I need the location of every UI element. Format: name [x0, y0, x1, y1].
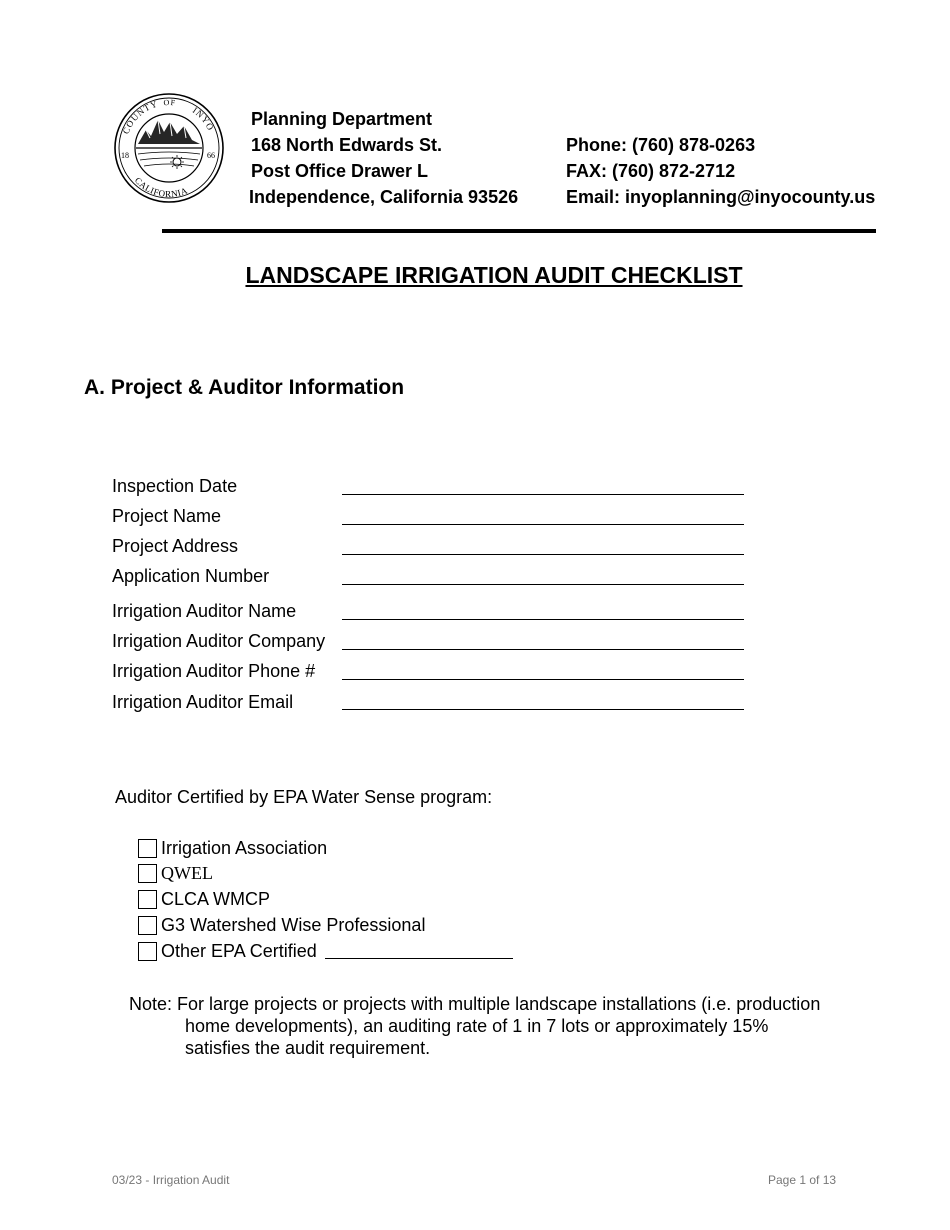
svg-text:CALIFORNIA [133, 175, 189, 199]
cert-option-other-epa[interactable] [138, 940, 513, 962]
seal-right-text: INYO [190, 105, 217, 133]
certification-heading: Auditor Certified by EPA Water Sense program: [115, 787, 493, 807]
cert-option-clca-wmcp[interactable] [138, 888, 270, 910]
note-line-2: home developments), an auditing rate of 1 in 7 lots or approximately 15% [185, 1016, 769, 1036]
cert-option-label: G3 Watershed Wise Professional [161, 914, 426, 935]
footer-page-number: Page 1 of 13 [768, 1173, 837, 1187]
auditor-company-field[interactable] [342, 649, 744, 650]
auditor-phone-label: Irrigation Auditor Phone # [112, 661, 316, 681]
seal-year-right: 66 [207, 151, 215, 160]
email-address: Email: inyoplanning@inyocounty.us [566, 187, 876, 207]
address-city: Independence, California 93526 [249, 187, 519, 207]
seal-year-left: 18 [121, 151, 129, 160]
page-title: LANDSCAPE IRRIGATION AUDIT CHECKLIST [245, 262, 743, 288]
application-number-field[interactable] [342, 584, 744, 585]
auditor-phone-field[interactable] [342, 679, 744, 680]
auditor-email-field[interactable] [342, 709, 744, 710]
cert-option-irrigation-association[interactable] [138, 837, 327, 859]
note-line-3: satisfies the audit requirement. [185, 1038, 431, 1058]
note-line-1: Note: For large projects or projects with multiple landscape installations (i.e. production [129, 994, 821, 1014]
footer-form-id: 03/23 - Irrigation Audit [112, 1173, 230, 1187]
svg-text:OF [163, 98, 176, 108]
inspection-date-label: Inspection Date [112, 476, 238, 496]
checkbox[interactable] [138, 864, 157, 883]
county-seal-logo [112, 92, 226, 204]
auditor-name-label: Irrigation Auditor Name [112, 601, 297, 621]
header-divider [162, 229, 876, 233]
audit-rate-note [129, 993, 869, 1059]
checkbox[interactable] [138, 916, 157, 935]
cert-option-label: QWEL [161, 862, 213, 883]
auditor-name-field[interactable] [342, 619, 744, 620]
checkbox[interactable] [138, 890, 157, 909]
cert-option-label: Irrigation Association [161, 837, 328, 858]
inspection-date-field[interactable] [342, 494, 744, 495]
project-name-field[interactable] [342, 524, 744, 525]
fax-number: FAX: (760) 872-2712 [566, 161, 736, 181]
phone-number: Phone: (760) 878-0263 [566, 135, 756, 155]
project-address-label: Project Address [112, 536, 239, 556]
auditor-company-label: Irrigation Auditor Company [112, 631, 326, 651]
project-name-label: Project Name [112, 506, 222, 526]
section-a-heading: A. Project & Auditor Information [84, 376, 405, 399]
project-address-field[interactable] [342, 554, 744, 555]
other-certification-field[interactable] [325, 944, 513, 959]
seal-bottom-text: CALIFORNIA [132, 175, 190, 200]
cert-option-qwel[interactable] [138, 862, 213, 884]
seal-left-text: COUNTY [120, 98, 160, 136]
cert-option-g3-watershed[interactable] [138, 914, 425, 936]
application-number-label: Application Number [112, 566, 270, 586]
checkbox[interactable] [138, 839, 157, 858]
cert-option-label: Other EPA Certified [161, 940, 317, 961]
auditor-email-label: Irrigation Auditor Email [112, 692, 294, 712]
address-po-box: Post Office Drawer L [251, 161, 429, 181]
address-street: 168 North Edwards St. [251, 135, 443, 155]
cert-option-label: CLCA WMCP [161, 888, 271, 909]
checkbox[interactable] [138, 942, 157, 961]
department-name: Planning Department [251, 109, 433, 129]
svg-text:INYO [191, 105, 216, 132]
seal-top-text: OF [163, 97, 177, 108]
